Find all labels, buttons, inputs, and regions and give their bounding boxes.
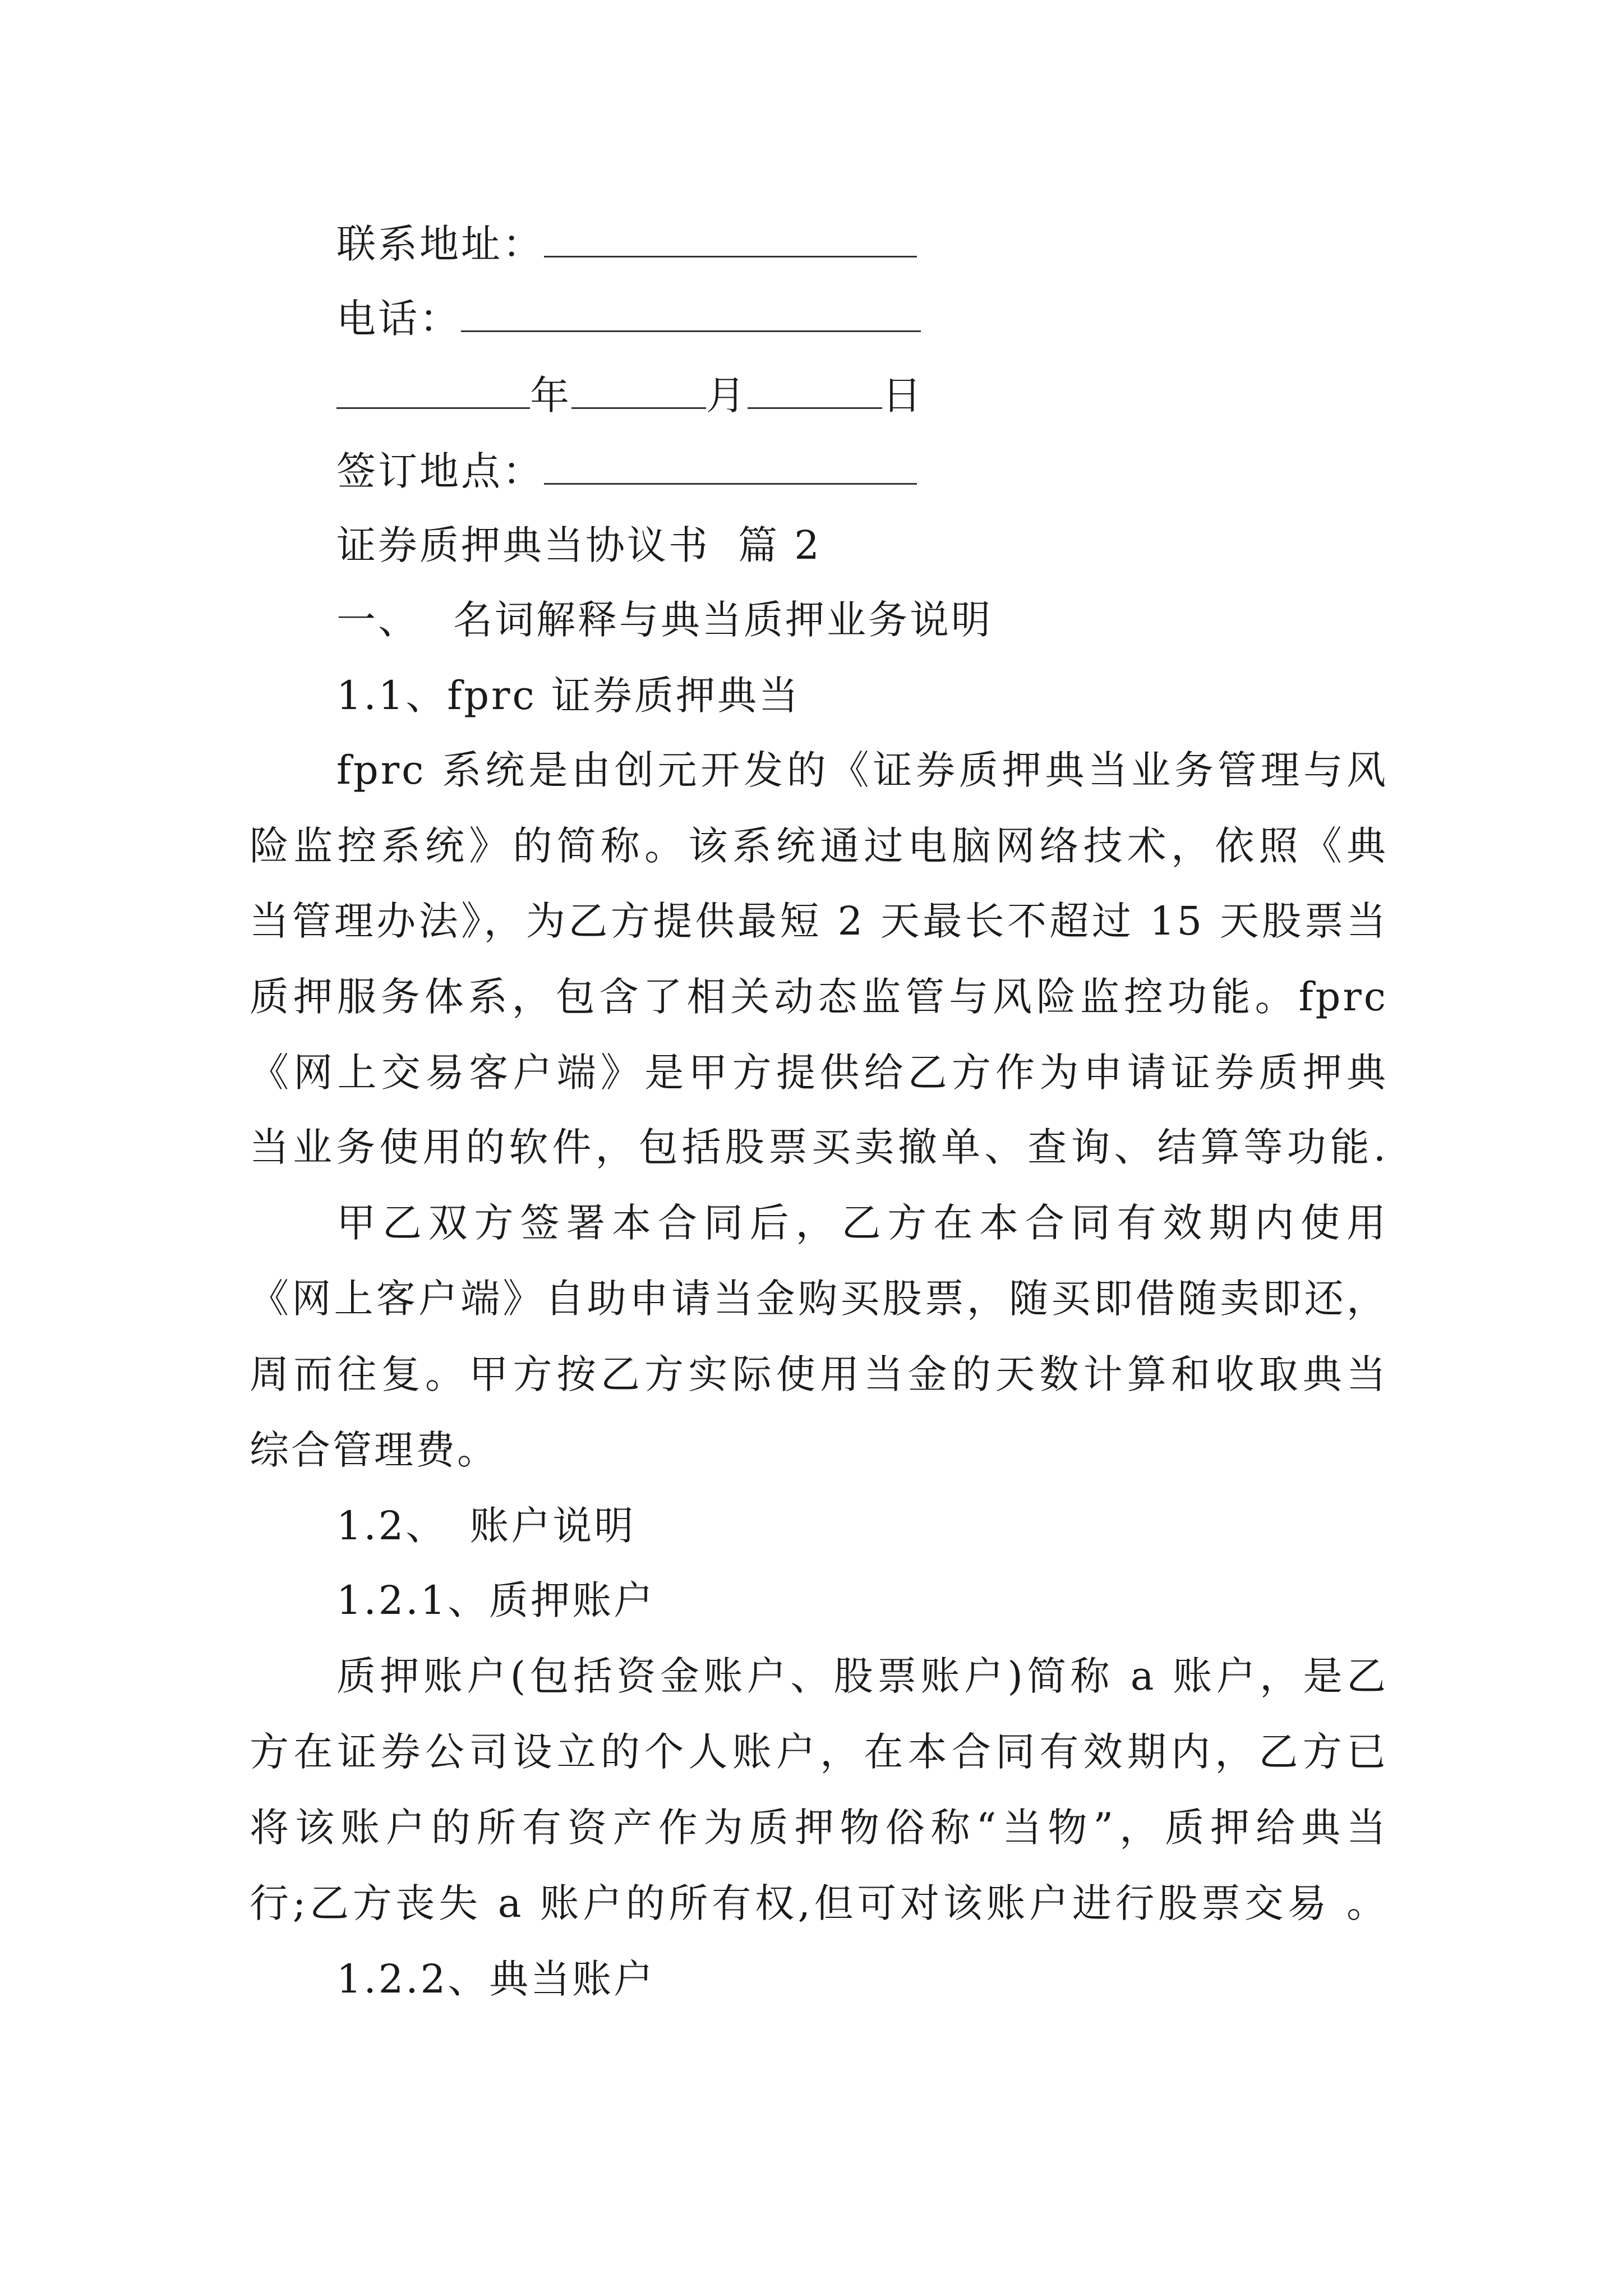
year-blank xyxy=(336,372,530,409)
place-blank xyxy=(544,448,917,485)
date-row xyxy=(336,367,1388,424)
section-part: 篇 2 xyxy=(738,522,822,568)
place-row xyxy=(336,443,1388,499)
phone-label: 电话： xyxy=(336,296,461,342)
address-blank xyxy=(544,221,917,257)
month-label: 月 xyxy=(706,372,748,418)
paragraph-line: 《网上交易客户端》是甲方提供给乙方作为申请证券质押典 xyxy=(250,1050,1388,1096)
address-label: 联系地址： xyxy=(336,221,544,267)
heading-number: 一、 xyxy=(336,597,419,643)
paragraph-line: 将该账户的所有资产作为质押物俗称“当物”，质押给典当 xyxy=(250,1805,1388,1851)
section-title-row xyxy=(336,517,1388,573)
subheading-1-2-1: 1.2.1、质押账户 xyxy=(336,1577,656,1623)
day-blank xyxy=(748,372,882,409)
paragraph-line: 行;乙方丧失 a 账户的所有权,但可对该账户进行股票交易 。 xyxy=(250,1880,1388,1926)
paragraph-line: 周而往复。甲方按乙方实际使用当金的天数计算和收取典当 xyxy=(250,1351,1388,1397)
heading-text: 名词解释与典当质押业务说明 xyxy=(453,597,993,643)
paragraph-line: 当业务使用的软件，包括股票买卖撤单、查询、结算等功能. xyxy=(250,1124,1388,1170)
subheading-1-2-2: 1.2.2、典当账户 xyxy=(336,1956,656,2002)
paragraph-line: 质押账户(包括资金账户、股票账户)简称 a 账户，是乙 xyxy=(336,1653,1388,1699)
phone-blank xyxy=(461,296,921,332)
month-blank xyxy=(571,372,706,409)
heading-row xyxy=(336,592,1388,648)
subheading-1-2-text: 账户说明 xyxy=(469,1503,636,1549)
paragraph-line: 质押服务体系，包含了相关动态监管与风险监控功能。fprc xyxy=(250,974,1388,1020)
address-row xyxy=(336,216,1388,272)
paragraph-line: 《网上客户端》自助申请当金购买股票，随买即借随卖即还， xyxy=(250,1276,1388,1322)
subheading-1-2-number: 1.2、 xyxy=(336,1503,448,1549)
paragraph-line: 综合管理费。 xyxy=(250,1427,499,1473)
paragraph-line: 当管理办法》，为乙方提供最短 2 天最长不超过 15 天股票当 xyxy=(250,898,1388,944)
place-label: 签订地点： xyxy=(336,448,544,494)
phone-row xyxy=(336,291,1388,347)
paragraph-line: 甲乙双方签署本合同后，乙方在本合同有效期内使用 xyxy=(336,1200,1388,1246)
year-label: 年 xyxy=(530,372,571,418)
paragraph-line: 险监控系统》的简称。该系统通过电脑网络技术，依照《典 xyxy=(250,823,1388,869)
section-title: 证券质押典当协议书 xyxy=(336,522,710,568)
day-label: 日 xyxy=(882,372,924,418)
subheading-1-2 xyxy=(336,1498,1388,1554)
subheading-1-1: 1.1、fprc 证券质押典当 xyxy=(336,673,800,719)
paragraph-line: 方在证券公司设立的个人账户，在本合同有效期内，乙方已 xyxy=(250,1729,1388,1775)
paragraph-line: fprc 系统是由创元开发的《证券质押典当业务管理与风 xyxy=(336,747,1388,793)
